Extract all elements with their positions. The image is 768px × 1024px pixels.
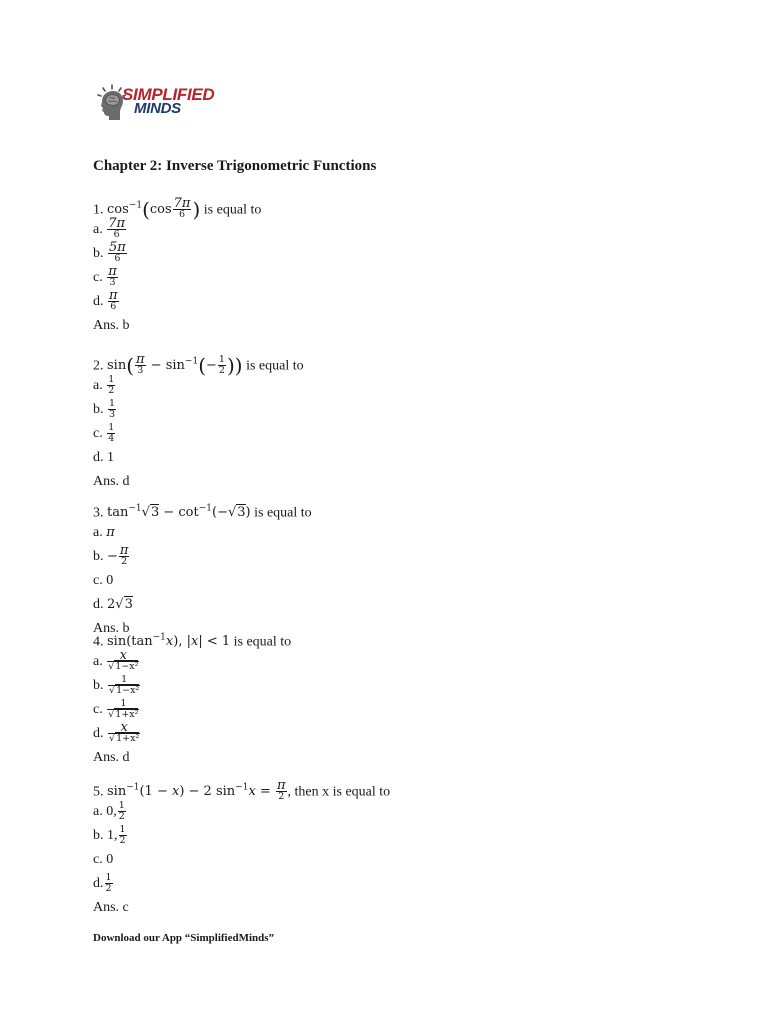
option-a: a. $\frac{1}{2}$ — [93, 374, 115, 397]
option-c: c. $\frac{\pi}{3}$ — [93, 264, 117, 289]
option-b: b. $\frac{1}{3}$ — [93, 398, 116, 421]
footer-download-note: Download our App “SimplifiedMinds” — [93, 932, 275, 944]
question-3 — [93, 497, 693, 641]
option-b: b. 1, $\frac{1}{2}$ — [93, 824, 126, 847]
question-expression: sin( $\frac{\pi}{3}$ − $\sin^{-1}(-$ $\frac{1}{2}$ )) — [107, 352, 243, 378]
question-expression: $\sin^{-1}(1 - x) - 2$ $\sin^{-1}x$ = $\frac{\pi}{2}$ — [107, 778, 286, 803]
question-expression: $\tan^{-1}√3 - \cot^{-1}(-√3)$ — [107, 504, 251, 521]
question-expression: $\cos^{-1}(\cos$ $\frac{7\pi}{6}$ ) — [107, 196, 201, 222]
answer: Ans. b — [93, 621, 130, 636]
option-c: c. 0 — [93, 852, 114, 867]
option-a: a. 0, $\frac{1}{2}$ — [93, 800, 125, 823]
question-expression: $\sin(\tan^{-1}x)$, |x| < 1 — [107, 633, 231, 650]
question-stem: 1. $\cos^{-1}(\cos$ $\frac{7\pi}{6}$ ) is equal to — [93, 196, 262, 222]
option-c: c. $\frac{1}{\text{√1+x²}}$ — [93, 698, 139, 721]
question-1 — [93, 194, 693, 338]
option-a: a. π — [93, 525, 115, 540]
logo-line-1: SIMPLIFIED — [122, 85, 215, 104]
question-stem: 5. $\sin^{-1}(1 - x) - 2$ $\sin^{-1}x$ = $\frac{\pi}{2}$ , then x is equal to — [93, 778, 391, 803]
option-b: b. $\frac{1}{\text{√1−x²}}$ — [93, 674, 140, 697]
option-d: d. 2√3 — [93, 597, 133, 612]
option-c: c. $\frac{1}{4}$ — [93, 422, 115, 445]
answer: Ans. d — [93, 750, 130, 765]
question-stem: 3. $\tan^{-1}√3 - \cot^{-1}(-√3)$ is equal to — [93, 504, 312, 521]
question-5 — [93, 776, 693, 920]
option-d: d. 1 — [93, 450, 114, 465]
answer: Ans. b — [93, 318, 130, 333]
option-d: d. $\frac{\pi}{6}$ — [93, 288, 118, 313]
question-stem: 4. $\sin(\tan^{-1}x)$, |x| < 1 is equal to — [93, 633, 292, 650]
simplified-minds-logo — [96, 80, 226, 126]
option-b: b. $\frac{5\pi}{6}$ — [93, 240, 126, 265]
answer: Ans. d — [93, 474, 130, 489]
logo-line-2: MINDS — [134, 100, 181, 117]
option-d: d. $\frac{1}{2}$ — [93, 872, 112, 895]
option-b: b. − $\frac{\pi}{2}$ — [93, 543, 129, 568]
question-2 — [93, 350, 693, 494]
question-4 — [93, 626, 693, 770]
logo-wordmark — [122, 85, 215, 117]
chapter-title: Chapter 2: Inverse Trigonometric Functions — [93, 158, 377, 174]
option-a: a. $\frac{7\pi}{6}$ — [93, 216, 126, 241]
question-stem: 2. sin( $\frac{\pi}{3}$ − $\sin^{-1}(-$ $\frac{1}{2}$ )) is equal to — [93, 352, 304, 378]
option-d: d. $\frac{x}{\text{√1+x²}}$ — [93, 720, 140, 745]
option-a: a. $\frac{x}{\text{√1−x²}}$ — [93, 648, 139, 673]
option-c: c. 0 — [93, 573, 114, 588]
answer: Ans. c — [93, 900, 129, 915]
